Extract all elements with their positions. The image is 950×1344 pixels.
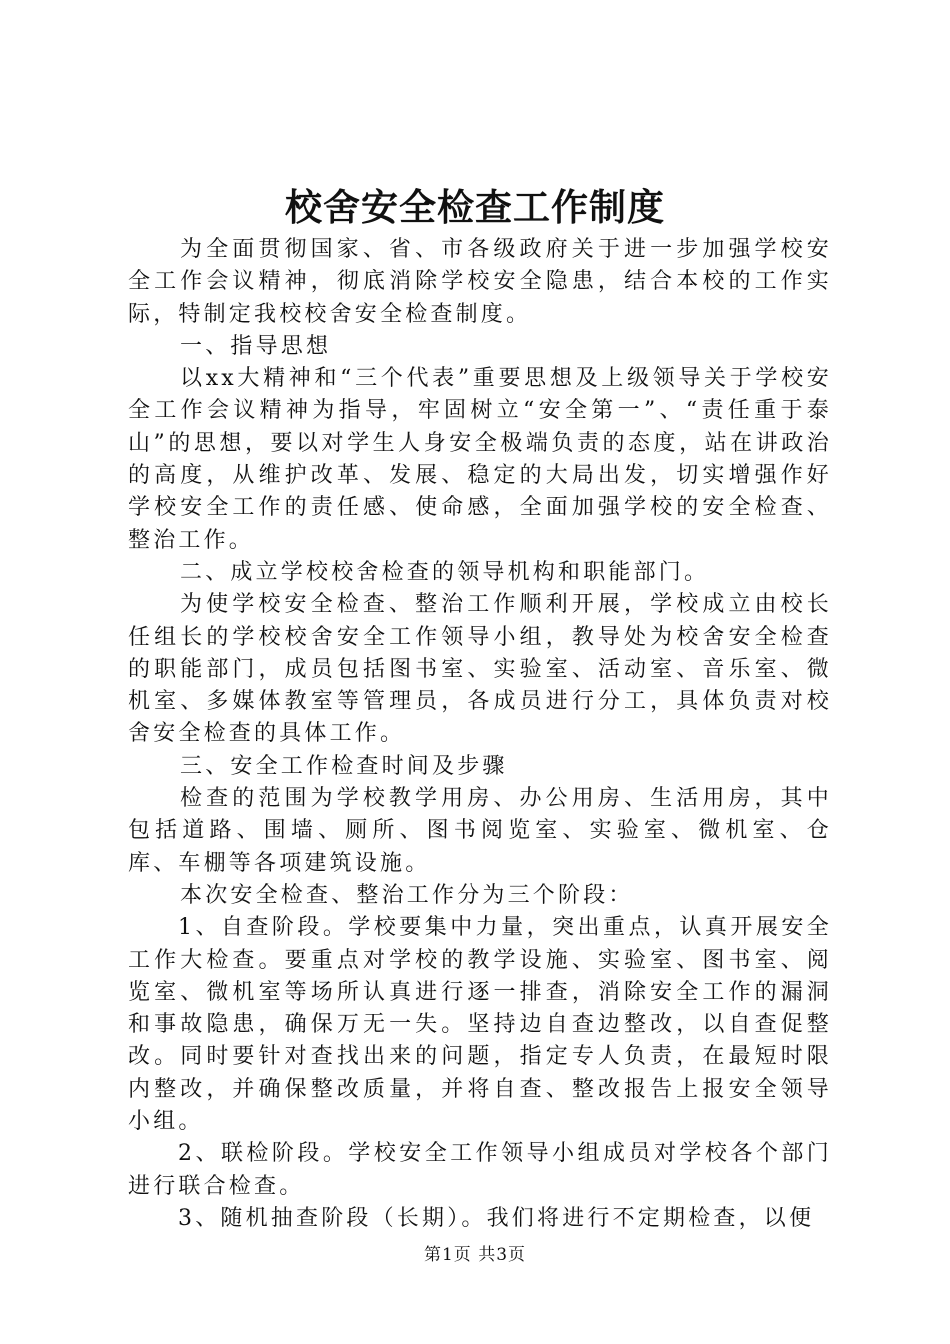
document-title: 校舍安全检查工作制度	[285, 186, 665, 229]
stage-1-paragraph: 1、自查阶段。学校要集中力量，突出重点，认真开展安全工作大检查。要重点对学校的教学设施、实验室、图书室、阅览室、微机室等场所认真进行逐一排查，消除安全工作的漏洞和事故隐患，确保万无一失。坚持边自查边整改，以自查促整改。同时要针对查找出来的问题，指定专人负责，在最短时限内整改，并确保整改质量，并将自查、整改报告上报安全领导小组。	[128, 915, 832, 1135]
page-number-footer: 第1页 共3页	[423, 1245, 527, 1265]
guiding-ideology-paragraph: 以xx大精神和“三个代表”重要思想及上级领导关于学校安全工作会议精神为指导，牢固树立“安全第一”、“责任重于泰山”的思想，要以对学生人身安全极端负责的态度，站在讲政治的高度，从维护改革、发展、稳定的大局出发，切实增强作好学校安全工作的责任感、使命感，全面加强学校的安全检查、整治工作。	[128, 366, 832, 553]
stage-2-paragraph: 2、联检阶段。学校安全工作领导小组成员对学校各个部门进行联合检查。	[128, 1141, 832, 1199]
stage-3-paragraph: 3、随机抽查阶段（长期）。我们将进行不定期检查，以便	[178, 1205, 815, 1231]
inspection-scope-paragraph: 检查的范围为学校教学用房、办公用房、生活用房，其中包括道路、围墙、厕所、图书阅览室、实验室、微机室、仓库、车棚等各项建筑设施。	[128, 786, 832, 876]
intro-paragraph: 为全面贯彻国家、省、市各级政府关于进一步加强学校安全工作会议精神，彻底消除学校安全隐患，结合本校的工作实际，特制定我校校舍安全检查制度。	[128, 237, 832, 327]
organization-paragraph: 为使学校安全检查、整治工作顺利开展，学校成立由校长任组长的学校校舍安全工作领导小组，教导处为校舍安全检查的职能部门，成员包括图书室、实验室、活动室、音乐室、微机室、多媒体教室等管理员，各成员进行分工，具体负责对校舍安全检查的具体工作。	[128, 592, 832, 747]
section-heading-guiding-ideology: 一、指导思想	[180, 333, 332, 359]
stages-intro-paragraph: 本次安全检查、整治工作分为三个阶段：	[180, 882, 634, 908]
section-heading-schedule: 三、安全工作检查时间及步骤	[180, 753, 508, 779]
section-heading-organization: 二、成立学校校舍检查的领导机构和职能部门。	[180, 559, 710, 585]
document-body	[128, 234, 832, 1235]
